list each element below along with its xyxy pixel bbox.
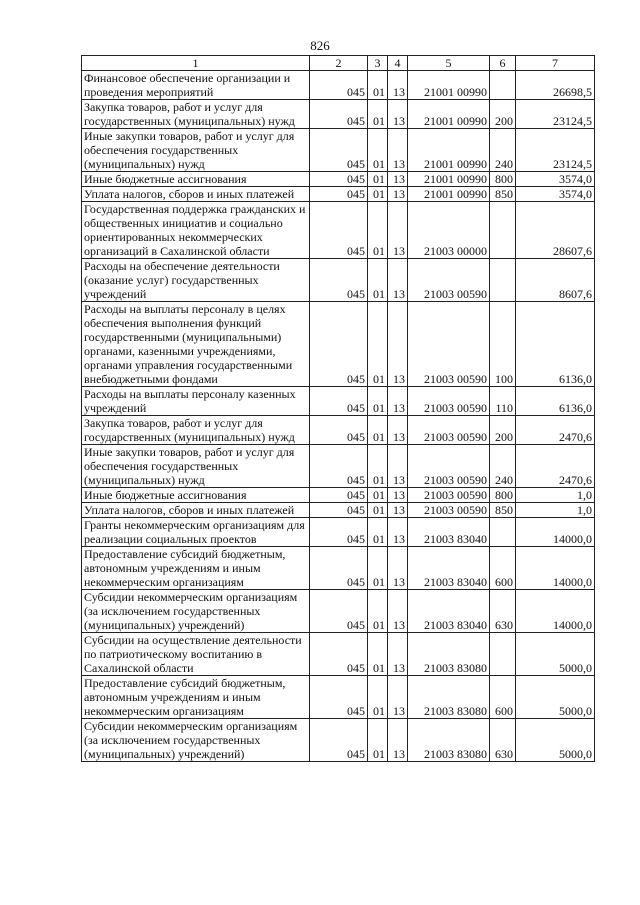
expense-type-code: 800 <box>490 488 516 503</box>
section-code: 01 <box>368 445 388 488</box>
column-header: 5 <box>408 56 490 71</box>
amount: 1,0 <box>516 488 595 503</box>
expense-type-code <box>490 71 516 100</box>
admin-code: 045 <box>310 259 368 302</box>
table-row <box>82 302 595 387</box>
column-header: 6 <box>490 56 516 71</box>
expense-type-code: 850 <box>490 187 516 202</box>
column-header: 3 <box>368 56 388 71</box>
expense-type-code: 630 <box>490 590 516 633</box>
table-row <box>82 590 595 633</box>
subsection-code: 13 <box>388 518 408 547</box>
subsection-code: 13 <box>388 187 408 202</box>
row-name: Иные закупки товаров, работ и услуг для обеспечения государственных (муниципальных) нужд <box>82 129 310 172</box>
target-article-code: 21003 00590 <box>408 445 490 488</box>
expense-type-code: 800 <box>490 172 516 187</box>
target-article-code: 21003 00590 <box>408 488 490 503</box>
header-row <box>82 56 595 71</box>
row-name: Иные бюджетные ассигнования <box>82 172 310 187</box>
table-row <box>82 259 595 302</box>
table-row <box>82 547 595 590</box>
section-code: 01 <box>368 129 388 172</box>
admin-code: 045 <box>310 129 368 172</box>
table-row <box>82 387 595 416</box>
amount: 6136,0 <box>516 387 595 416</box>
subsection-code: 13 <box>388 416 408 445</box>
subsection-code: 13 <box>388 633 408 676</box>
admin-code: 045 <box>310 202 368 259</box>
row-name: Субсидии некоммерческим организациям (за исключением государственных (муниципальных) учреждений) <box>82 719 310 762</box>
target-article-code: 21003 83080 <box>408 676 490 719</box>
table-row <box>82 633 595 676</box>
amount: 5000,0 <box>516 676 595 719</box>
target-article-code: 21001 00990 <box>408 129 490 172</box>
admin-code: 045 <box>310 100 368 129</box>
subsection-code: 13 <box>388 445 408 488</box>
table-body <box>82 71 595 762</box>
section-code: 01 <box>368 302 388 387</box>
section-code: 01 <box>368 633 388 676</box>
expense-type-code: 110 <box>490 387 516 416</box>
target-article-code: 21001 00990 <box>408 71 490 100</box>
section-code: 01 <box>368 172 388 187</box>
subsection-code: 13 <box>388 259 408 302</box>
amount: 14000,0 <box>516 547 595 590</box>
budget-table <box>81 55 595 762</box>
admin-code: 045 <box>310 488 368 503</box>
subsection-code: 13 <box>388 590 408 633</box>
admin-code: 045 <box>310 676 368 719</box>
expense-type-code: 850 <box>490 503 516 518</box>
row-name: Государственная поддержка гражданских и общественных инициатив и социально ориентированных некоммерческих организаций в Сахалинской области <box>82 202 310 259</box>
admin-code: 045 <box>310 416 368 445</box>
row-name: Иные закупки товаров, работ и услуг для обеспечения государственных (муниципальных) нужд <box>82 445 310 488</box>
amount: 14000,0 <box>516 518 595 547</box>
admin-code: 045 <box>310 518 368 547</box>
table-row <box>82 187 595 202</box>
admin-code: 045 <box>310 71 368 100</box>
expense-type-code: 600 <box>490 547 516 590</box>
table-row <box>82 445 595 488</box>
admin-code: 045 <box>310 590 368 633</box>
row-name: Уплата налогов, сборов и иных платежей <box>82 187 310 202</box>
amount: 5000,0 <box>516 719 595 762</box>
section-code: 01 <box>368 488 388 503</box>
column-header: 2 <box>310 56 368 71</box>
subsection-code: 13 <box>388 100 408 129</box>
target-article-code: 21003 00590 <box>408 302 490 387</box>
amount: 3574,0 <box>516 187 595 202</box>
table-row <box>82 416 595 445</box>
row-name: Расходы на обеспечение деятельности (оказание услуг) государственных учреждений <box>82 259 310 302</box>
admin-code: 045 <box>310 547 368 590</box>
subsection-code: 13 <box>388 71 408 100</box>
admin-code: 045 <box>310 719 368 762</box>
row-name: Уплата налогов, сборов и иных платежей <box>82 503 310 518</box>
section-code: 01 <box>368 503 388 518</box>
expense-type-code: 100 <box>490 302 516 387</box>
row-name: Предоставление субсидий бюджетным, автономным учреждениям и иным некоммерческим организациям <box>82 676 310 719</box>
admin-code: 045 <box>310 187 368 202</box>
table-row <box>82 676 595 719</box>
subsection-code: 13 <box>388 719 408 762</box>
target-article-code: 21003 00590 <box>408 503 490 518</box>
section-code: 01 <box>368 202 388 259</box>
table-row <box>82 518 595 547</box>
amount: 1,0 <box>516 503 595 518</box>
subsection-code: 13 <box>388 172 408 187</box>
table-row <box>82 172 595 187</box>
amount: 5000,0 <box>516 633 595 676</box>
expense-type-code: 200 <box>490 416 516 445</box>
admin-code: 045 <box>310 172 368 187</box>
table-row <box>82 719 595 762</box>
section-code: 01 <box>368 259 388 302</box>
amount: 2470,6 <box>516 416 595 445</box>
amount: 6136,0 <box>516 302 595 387</box>
section-code: 01 <box>368 547 388 590</box>
amount: 23124,5 <box>516 100 595 129</box>
table-row <box>82 202 595 259</box>
column-header: 4 <box>388 56 408 71</box>
expense-type-code <box>490 633 516 676</box>
section-code: 01 <box>368 719 388 762</box>
admin-code: 045 <box>310 633 368 676</box>
expense-type-code <box>490 518 516 547</box>
subsection-code: 13 <box>388 202 408 259</box>
subsection-code: 13 <box>388 387 408 416</box>
row-name: Субсидии некоммерческим организациям (за исключением государственных (муниципальных) учреждений) <box>82 590 310 633</box>
section-code: 01 <box>368 71 388 100</box>
section-code: 01 <box>368 187 388 202</box>
section-code: 01 <box>368 387 388 416</box>
row-name: Финансовое обеспечение организации и проведения мероприятий <box>82 71 310 100</box>
table-row <box>82 71 595 100</box>
section-code: 01 <box>368 518 388 547</box>
expense-type-code <box>490 259 516 302</box>
target-article-code: 21003 83040 <box>408 518 490 547</box>
section-code: 01 <box>368 676 388 719</box>
expense-type-code: 600 <box>490 676 516 719</box>
target-article-code: 21003 00000 <box>408 202 490 259</box>
table-row <box>82 100 595 129</box>
amount: 26698,5 <box>516 71 595 100</box>
row-name: Иные бюджетные ассигнования <box>82 488 310 503</box>
section-code: 01 <box>368 100 388 129</box>
target-article-code: 21003 83080 <box>408 633 490 676</box>
row-name: Закупка товаров, работ и услуг для государственных (муниципальных) нужд <box>82 416 310 445</box>
expense-type-code: 240 <box>490 129 516 172</box>
row-name: Гранты некоммерческим организациям для реализации социальных проектов <box>82 518 310 547</box>
table-row <box>82 503 595 518</box>
amount: 2470,6 <box>516 445 595 488</box>
target-article-code: 21001 00990 <box>408 187 490 202</box>
target-article-code: 21003 83080 <box>408 719 490 762</box>
admin-code: 045 <box>310 445 368 488</box>
target-article-code: 21001 00990 <box>408 100 490 129</box>
subsection-code: 13 <box>388 547 408 590</box>
expense-type-code: 630 <box>490 719 516 762</box>
target-article-code: 21003 00590 <box>408 387 490 416</box>
page-number: 826 <box>310 38 330 53</box>
expense-type-code: 240 <box>490 445 516 488</box>
admin-code: 045 <box>310 302 368 387</box>
target-article-code: 21003 83040 <box>408 547 490 590</box>
expense-type-code <box>490 202 516 259</box>
row-name: Расходы на выплаты персоналу казенных учреждений <box>82 387 310 416</box>
admin-code: 045 <box>310 503 368 518</box>
table-row <box>82 129 595 172</box>
amount: 23124,5 <box>516 129 595 172</box>
section-code: 01 <box>368 416 388 445</box>
admin-code: 045 <box>310 387 368 416</box>
row-name: Субсидии на осуществление деятельности по патриотическому воспитанию в Сахалинской области <box>82 633 310 676</box>
expense-type-code: 200 <box>490 100 516 129</box>
subsection-code: 13 <box>388 302 408 387</box>
subsection-code: 13 <box>388 503 408 518</box>
subsection-code: 13 <box>388 676 408 719</box>
amount: 14000,0 <box>516 590 595 633</box>
table-row <box>82 488 595 503</box>
target-article-code: 21003 00590 <box>408 259 490 302</box>
target-article-code: 21001 00990 <box>408 172 490 187</box>
amount: 28607,6 <box>516 202 595 259</box>
row-name: Расходы на выплаты персоналу в целях обеспечения выполнения функций государственными (муниципальными) органами, казенными учреждениями, органами управления государственными внебюджетными фондами <box>82 302 310 387</box>
subsection-code: 13 <box>388 129 408 172</box>
amount: 3574,0 <box>516 172 595 187</box>
subsection-code: 13 <box>388 488 408 503</box>
target-article-code: 21003 83040 <box>408 590 490 633</box>
section-code: 01 <box>368 590 388 633</box>
row-name: Закупка товаров, работ и услуг для государственных (муниципальных) нужд <box>82 100 310 129</box>
row-name: Предоставление субсидий бюджетным, автономным учреждениям и иным некоммерческим организациям <box>82 547 310 590</box>
target-article-code: 21003 00590 <box>408 416 490 445</box>
column-header: 1 <box>82 56 310 71</box>
column-header: 7 <box>516 56 595 71</box>
amount: 8607,6 <box>516 259 595 302</box>
